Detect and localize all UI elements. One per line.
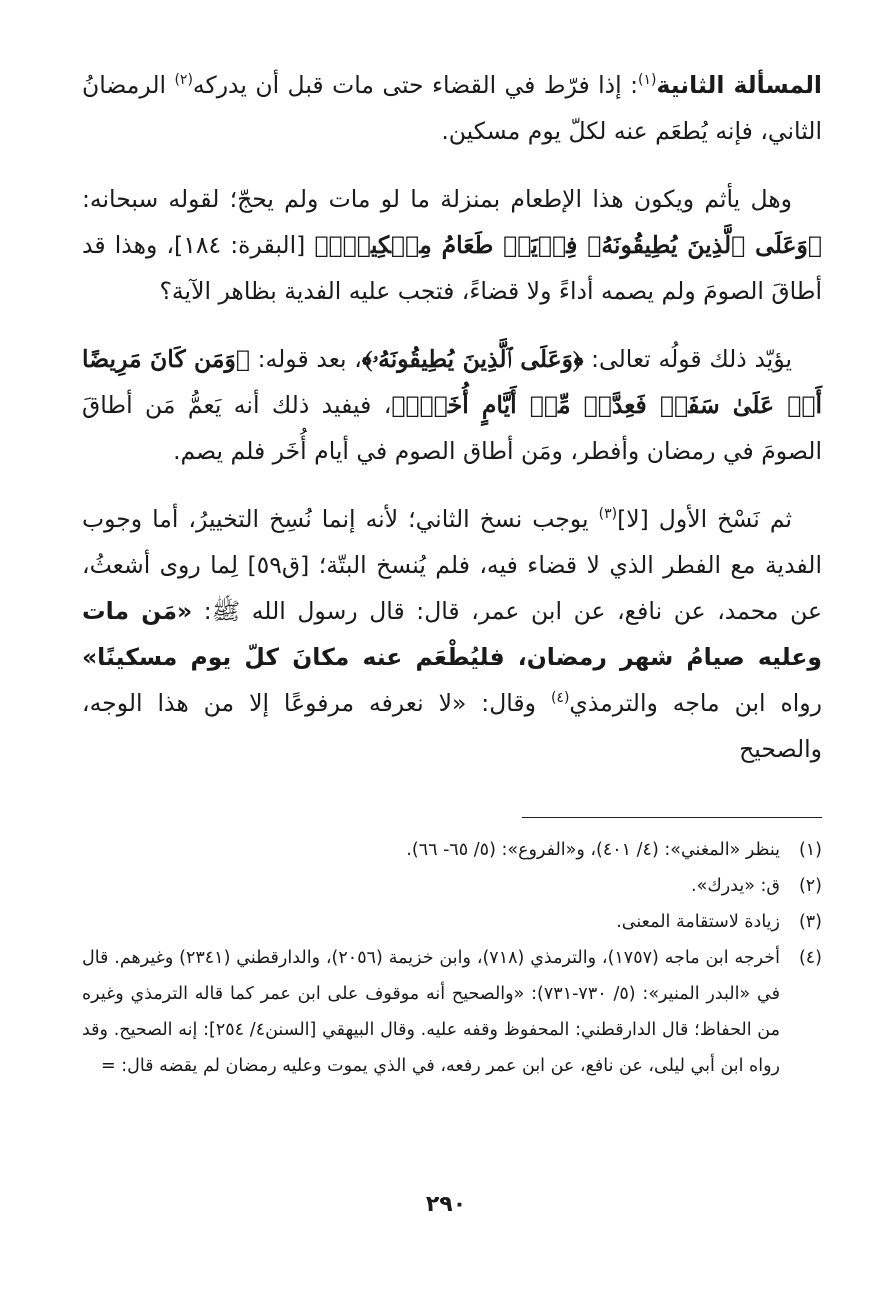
paragraph-1-text-b: الرمضانُ الثاني، فإنه يُطعَم عنه لكلّ يوم مسكين. <box>82 71 822 145</box>
footnote-ref-4: (٤) <box>550 690 570 707</box>
footnote-text: ينظر «المغني»: (٤/ ٤٠١)، و«الفروع»: (٥/ ٦٥- ٦٦). <box>406 840 780 860</box>
quran-verse: ﴿وَمَن كَانَ مَرِيضًا أَوۡ عَلَىٰ سَفَرٖ فَعِدَّةٞ مِّنۡ أَيَّامٍ أُخَرَۗ﴾ <box>82 345 822 419</box>
quran-verse: ﴿وَعَلَى ٱلَّذِينَ يُطِيقُونَهُۥ﴾ <box>361 345 584 373</box>
paragraph-4-text-b: يوجب نسخ الثاني؛ لأنه إنما نُسِخ التخييرُ، أما وجوب الفدية مع الفطر الذي لا قضاء فيه، فلم يُنسخ البتّة؛ [ق٥٩] لِما روى أشعثُ، عن محمد، عن نافع، عن ابن عمر، قال: قال رسول الله ﷺ: <box>82 505 822 625</box>
paragraph-1-text-a: : إذا فرّط في القضاء حتى مات قبل أن يدركه <box>192 71 638 99</box>
footnote-ref-2: (٢) <box>174 72 193 89</box>
footnote-text: أخرجه ابن ماجه (١٧٥٧)، والترمذي (٧١٨)، وابن خزيمة (٢٠٥٦)، والدارقطني (٢٣٤١) وغيرهم. قال في «البدر المنير»: (٥/ ٧٣٠-٧٣١): «والصحيح أنه موقوف على ابن عمر كما قاله الترمذي وغيره من الحفاظ؛ قال الدارقطني: المحفوظ وقفه عليه. وقال البيهقي [السنن٤/ ٢٥٤]: إنه الصحيح. وقد رواه ابن أبي ليلى، عن نافع، عن ابن عمر رفعه، في الذي يموت وعليه رمضان لم يقضه قال: = <box>82 948 780 1076</box>
footnote <box>82 904 822 940</box>
footnote-number: (٣) <box>798 912 822 932</box>
paragraph-3 <box>82 336 822 474</box>
footnote-ref-3: (٣) <box>598 506 618 523</box>
footnote <box>82 832 822 868</box>
paragraph-4-text-c: رواه ابن ماجه والترمذي <box>569 689 822 717</box>
paragraph-4 <box>82 496 822 772</box>
paragraph-3-text-a: يؤيّد ذلك قولُه تعالى: <box>583 345 792 373</box>
paragraph-4-text-d: وقال: «لا نعرفه مرفوعًا إلا من هذا الوجه، والصحيح <box>82 689 822 763</box>
footnote-ref-1: (١) <box>637 72 657 89</box>
footnotes <box>82 832 822 1084</box>
paragraph-2 <box>82 176 822 314</box>
paragraph-3-text-c: ، فيفيد ذلك أنه يَعمُّ مَن أطاقَ الصومَ في رمضان وأفطر، ومَن أطاق الصوم في أيام أُخَر فلم يصم. <box>82 391 822 465</box>
footnote-number: (٢) <box>798 876 822 896</box>
issue-heading: المسألة الثانية <box>656 71 822 99</box>
footnote <box>82 868 822 904</box>
footnote-number: (٤) <box>798 948 822 968</box>
quran-verse: ﴿وَعَلَى ٱلَّذِينَ يُطِيقُونَهُۥ فِدۡيَةٞ طَعَامُ مِسۡكِينٖۖ﴾ <box>314 231 822 259</box>
hadith-text: «مَن مات وعليه صيامُ شهر رمضان، فليُطْعَم عنه مكانَ كلّ يوم مسكينًا» <box>82 597 822 671</box>
paragraph-2-text-b: [البقرة: ١٨٤]، وهذا قد أطاقَ الصومَ ولم يصمه أداءً ولا قضاءً، فتجب عليه الفدية بظاهر الآية؟ <box>82 231 822 305</box>
paragraph-3-text-b: ، بعد قوله: <box>249 345 362 373</box>
footnote-number: (١) <box>798 840 822 860</box>
footnote-text: ق: «يدرك». <box>691 876 780 896</box>
main-text <box>82 62 822 794</box>
paragraph-4-text-a: ثم نَسْخ الأول [لا] <box>617 505 792 533</box>
footnote-divider <box>522 817 822 818</box>
paragraph-2-text-a: وهل يأثم ويكون هذا الإطعام بمنزلة ما لو مات ولم يحجّ؛ لقوله سبحانه: <box>82 185 792 213</box>
footnote-text: زيادة لاستقامة المعنى. <box>616 912 780 932</box>
page-number: ٢٩٠ <box>425 1192 467 1217</box>
paragraph-1 <box>82 62 822 154</box>
footnote <box>82 940 822 1084</box>
